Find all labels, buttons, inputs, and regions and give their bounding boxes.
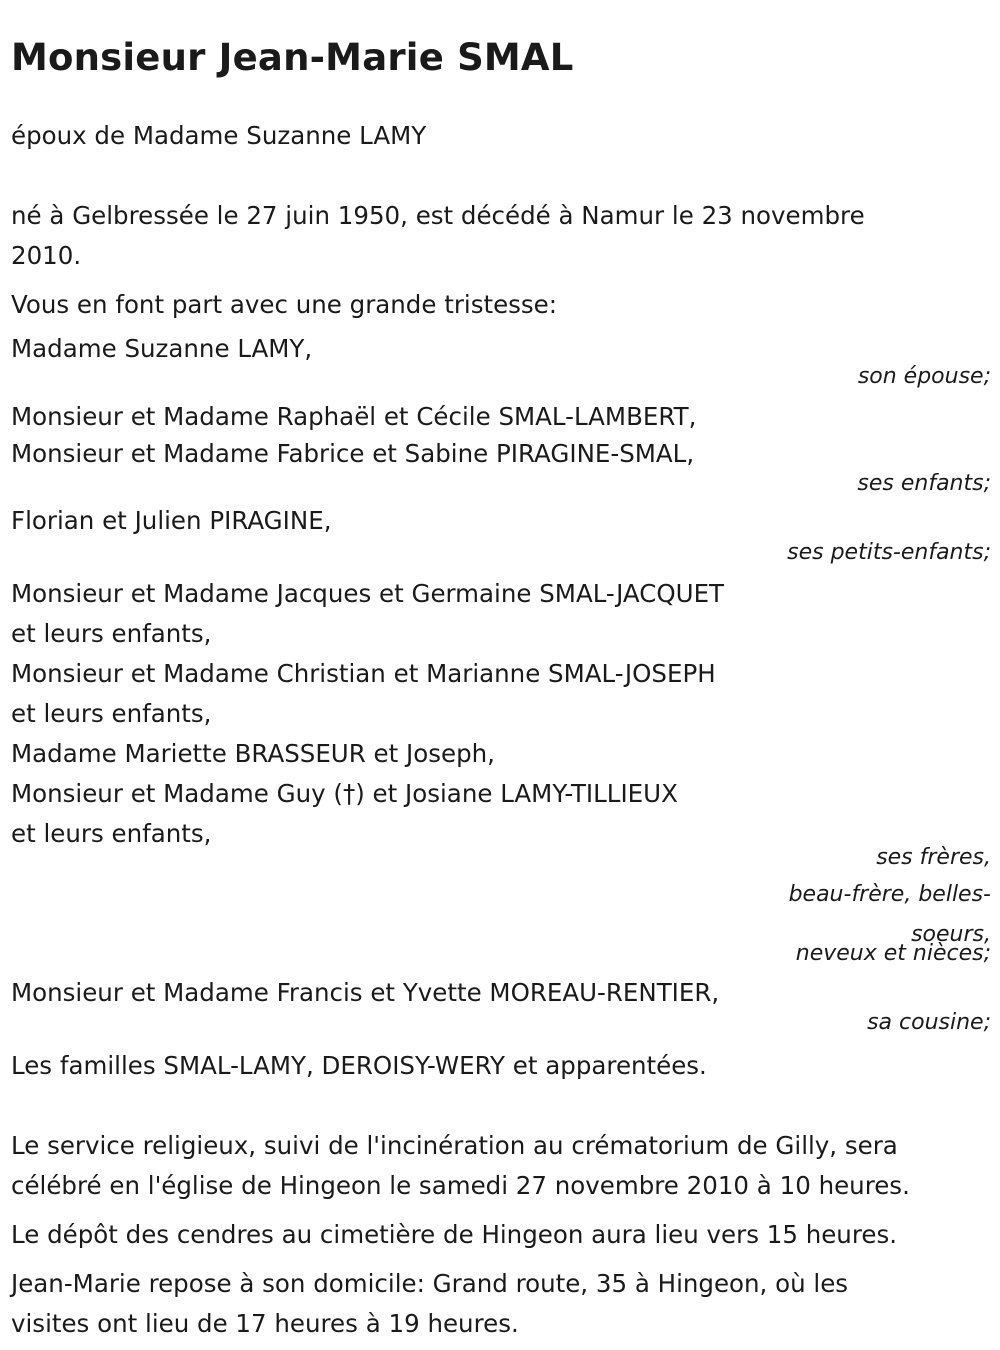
relationship-label: beau-frère, belles-: [788, 882, 991, 907]
relationship-label: son épouse;: [857, 364, 991, 389]
family-line: Madame Mariette BRASSEUR et Joseph,: [11, 739, 495, 768]
family-line: Monsieur et Madame Francis et Yvette MOREAU-RENTIER,: [11, 978, 720, 1007]
relationship-label: ses frères,: [876, 845, 991, 870]
family-line: Florian et Julien PIRAGINE,: [11, 506, 332, 535]
visitation-details: Jean-Marie repose à son domicile: Grand route, 35 à Hingeon, où les visites ont lieu de 17 heures à 19 heures.: [11, 1269, 849, 1338]
family-line: Monsieur et Madame Christian et Marianne SMAL-JOSEPH: [11, 659, 716, 688]
family-line: et leurs enfants,: [11, 819, 212, 848]
relationship-label: ses enfants;: [857, 471, 991, 496]
spacer: [11, 156, 991, 196]
family-line: et leurs enfants,: [11, 699, 212, 728]
family-line: Monsieur et Madame Guy (†) et Josiane LAMY-TILLIEUX: [11, 779, 678, 808]
family-line: Les familles SMAL-LAMY, DEROISY-WERY et apparentées.: [11, 1051, 707, 1080]
spouse-line: époux de Madame Suzanne LAMY: [11, 121, 427, 150]
relationship-labels: [11, 845, 991, 966]
relationship-label: soeurs,: [911, 922, 991, 947]
family-line: Monsieur et Madame Fabrice et Sabine PIRAGINE-SMAL,: [11, 439, 695, 468]
announcement-intro: Vous en font part avec une grande tristesse:: [11, 290, 558, 319]
service-details: Le service religieux, suivi de l'incinération au crématorium de Gilly, sera célébré en l'église de Hingeon le samedi 27 novembre 2010 à 10 heures.: [11, 1131, 910, 1200]
family-line: et leurs enfants,: [11, 619, 212, 648]
family-line: Madame Suzanne LAMY,: [11, 334, 313, 363]
relationship-label: ses petits-enfants;: [787, 540, 991, 565]
obituary-notice: [11, 30, 991, 1344]
family-line: Monsieur et Madame Raphaël et Cécile SMAL-LAMBERT,: [11, 402, 697, 431]
deceased-name: Monsieur Jean-Marie SMAL: [11, 36, 574, 79]
birth-death-line: né à Gelbressée le 27 juin 1950, est décédé à Namur le 23 novembre 2010.: [11, 201, 865, 270]
spacer: [11, 1086, 991, 1126]
relationship-label: sa cousine;: [867, 1010, 991, 1035]
family-line: Monsieur et Madame Jacques et Germaine SMAL-JACQUET: [11, 579, 725, 608]
ashes-details: Le dépôt des cendres au cimetière de Hingeon aura lieu vers 15 heures.: [11, 1220, 897, 1249]
relationship-label: neveux et nièces;: [795, 941, 991, 966]
